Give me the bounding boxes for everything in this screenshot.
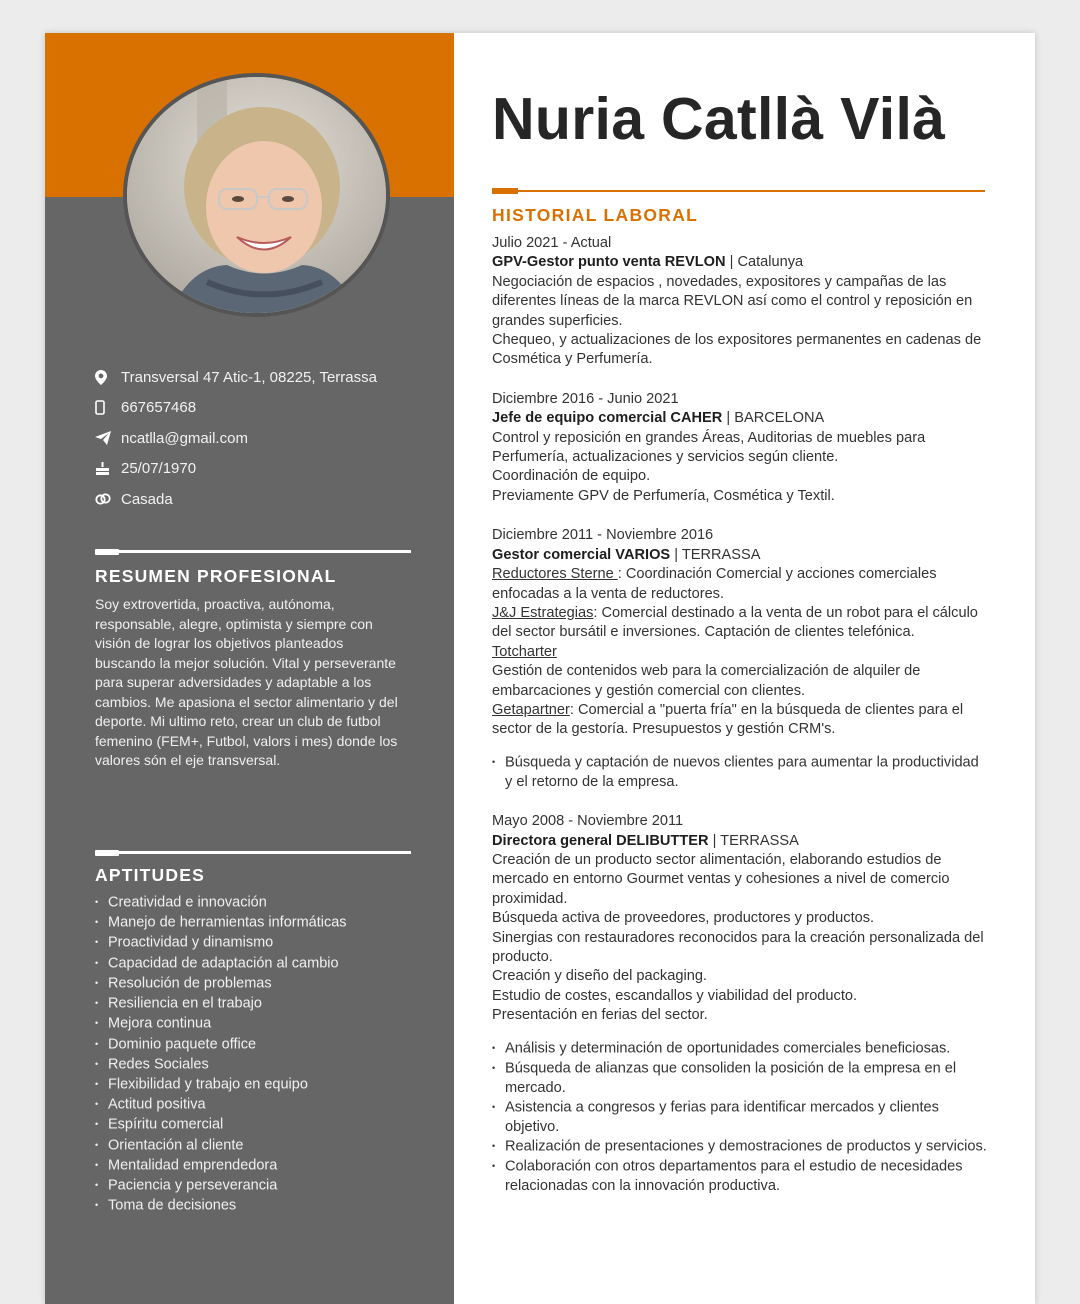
contact-address-text: Transversal 47 Atic-1, 08225, Terrassa [121, 368, 377, 386]
job-separator: | [722, 410, 735, 427]
job-list [492, 234, 987, 1217]
contact-birthdate [95, 454, 425, 485]
rings-icon [95, 492, 121, 506]
job-separator: | [725, 254, 738, 271]
contact-phone [95, 393, 425, 424]
summary-divider [95, 550, 411, 553]
skill-item: • Toma de decisiones [95, 1196, 425, 1216]
job-subentry [492, 701, 987, 740]
job-place: Catalunya [737, 254, 804, 271]
location-pin-icon [95, 370, 121, 385]
skills-divider [95, 851, 411, 854]
contact-marital-status-text: Casada [121, 490, 173, 508]
job-bullet: • Análisis y determinación de oportunidades comerciales beneficiosas. [492, 1039, 987, 1059]
job-place: BARCELONA [734, 410, 825, 427]
job-role: Directora general DELIBUTTER [492, 832, 709, 849]
job-entry [492, 812, 987, 1197]
job-description: Control y reposición en grandes Áreas, Auditorias de muebles para Perfumería, actualizaciones y servicios según cliente. [492, 429, 926, 466]
job-role: Jefe de equipo comercial CAHER [492, 410, 723, 427]
job-description: Chequeo, y actualizaciones de los expositores permanentes en cadenas de Cosmética y Perfumería. [492, 332, 982, 368]
candidate-name: Nuria Catllà Vilà [492, 86, 946, 152]
company-description: Gestión de contenidos web para la comercialización de alquiler de embarcaciones y gestión comercial con clientes. [492, 663, 921, 699]
skill-item: • Orientación al cliente [95, 1136, 425, 1156]
job-dates: Diciembre 2016 - Junio 2021 [492, 390, 679, 407]
job-place: TERRASSA [681, 546, 761, 563]
skill-item: • Resiliencia en el trabajo [95, 994, 425, 1014]
job-description: Creación de un producto sector alimentación, elaborando estudios de mercado en entorno Gourmet ventas y cohesiones a nivel de comercio proximidad. [492, 851, 950, 907]
skills-heading: APTITUDES [95, 865, 205, 885]
skill-item: • Resolución de problemas [95, 974, 425, 994]
contact-birthdate-text: 25/07/1970 [121, 460, 197, 478]
job-description: Previamente GPV de Perfumería, Cosmética y Textil. [492, 487, 835, 504]
skill-item: • Actitud positiva [95, 1095, 425, 1115]
skill-item: • Creatividad e innovación [95, 893, 425, 913]
job-description: Estudio de costes, escandallos y viabilidad del producto. [492, 987, 858, 1004]
phone-icon [95, 400, 121, 415]
job-entry [492, 234, 987, 370]
job-bullet: • Búsqueda y captación de nuevos clientes para aumentar la productividad y el retorno de la empresa. [492, 753, 987, 792]
contact-address [95, 362, 425, 393]
skill-item: • Espíritu comercial [95, 1115, 425, 1135]
contact-email-text: ncatlla@gmail.com [121, 429, 248, 447]
job-description: Búsqueda activa de proveedores, productores y productos. [492, 910, 875, 927]
job-dates: Diciembre 2011 - Noviembre 2016 [492, 527, 714, 544]
contact-marital-status [95, 484, 425, 515]
contact-phone-text: 667657468 [121, 399, 197, 417]
job-subentry [492, 565, 987, 604]
job-description: Sinergias con restauradores reconocidos para la creación personalizada del producto. [492, 929, 984, 965]
job-entry [492, 526, 987, 792]
job-description: Negociación de espacios , novedades, expositores y campañas de las diferentes líneas de la marca REVLON así como el control y reposición en grandes superficies. [492, 273, 973, 329]
job-separator: | [670, 546, 682, 563]
job-subentry [492, 643, 987, 701]
job-bullets [492, 753, 987, 792]
job-dates: Mayo 2008 - Noviembre 2011 [492, 813, 684, 830]
job-bullet: • Realización de presentaciones y demostraciones de productos y servicios. [492, 1137, 987, 1157]
skill-item: • Paciencia y perseverancia [95, 1176, 425, 1196]
summary-text: Soy extrovertida, proactiva, autónoma, responsable, alegre, optimista y siempre con visión de lograr los objetivos planteados buscando la mejor solución. Vital y perseverante para superar adversidades y adaptable a los cambios. Me apasiona el sector alimentario y del deporte. Mi ultimo reto, crear un club de futbol femenino (FEM+, Futbol, valors i mes) donde los valores són el eje transversal. [95, 596, 398, 768]
company-name: Reductores Sterne [492, 566, 618, 583]
job-separator: | [708, 832, 721, 849]
job-bullet: • Búsqueda de alianzas que consoliden la posición de la empresa en el mercado. [492, 1059, 987, 1098]
resume-page [45, 33, 1035, 1304]
job-bullet: • Colaboración con otros departamentos para el estudio de necesidades relacionadas con la innovación productiva. [492, 1157, 987, 1196]
job-role: GPV-Gestor punto venta REVLON [492, 254, 726, 271]
job-dates: Julio 2021 - Actual [492, 235, 612, 251]
sidebar [45, 33, 454, 1304]
skill-item: • Proactividad y dinamismo [95, 933, 425, 953]
company-name: J&J Estrategias [492, 604, 594, 621]
contact-list [95, 362, 425, 515]
job-description: Creación y diseño del packaging. [492, 968, 707, 985]
job-bullet: • Asistencia a congresos y ferias para identificar mercados y clientes objetivo. [492, 1098, 987, 1137]
skill-item: • Mejora continua [95, 1014, 425, 1034]
skills-list [95, 893, 425, 1217]
send-icon [95, 431, 121, 445]
contact-email [95, 423, 425, 454]
skill-item: • Mentalidad emprendedora [95, 1156, 425, 1176]
company-name: Getapartner [492, 701, 570, 718]
skill-item: • Redes Sociales [95, 1055, 425, 1075]
company-description: : Comercial a "puerta fría" en la búsqueda de clientes para el sector de la gestoría. Presupuestos y gestión CRM's. [492, 701, 964, 738]
job-description: Presentación en ferias del sector. [492, 1007, 708, 1024]
skill-item: • Flexibilidad y trabajo en equipo [95, 1075, 425, 1095]
job-role: Gestor comercial VARIOS [492, 546, 671, 563]
company-name: Totcharter [492, 643, 557, 660]
job-place: TERRASSA [720, 832, 799, 849]
name-underline [492, 190, 985, 192]
skill-item: • Dominio paquete office [95, 1035, 425, 1055]
profile-photo [123, 73, 390, 317]
job-subentry [492, 604, 987, 643]
experience-heading: HISTORIAL LABORAL [492, 205, 699, 225]
summary-heading: RESUMEN PROFESIONAL [95, 566, 337, 586]
company-description: : Coordinación Comercial y acciones comerciales enfocadas a la venta de reductores. [492, 566, 937, 602]
birthday-cake-icon [95, 461, 121, 476]
skill-item: • Capacidad de adaptación al cambio [95, 954, 425, 974]
job-bullets [492, 1039, 987, 1197]
job-description: Coordinación de equipo. [492, 468, 651, 485]
skill-item: • Manejo de herramientas informáticas [95, 913, 425, 933]
job-entry [492, 390, 987, 506]
company-description: : Comercial destinado a la venta de un robot para el cálculo del sector bursátil e inversiones. Captación de clientes telefónica. [492, 604, 978, 641]
